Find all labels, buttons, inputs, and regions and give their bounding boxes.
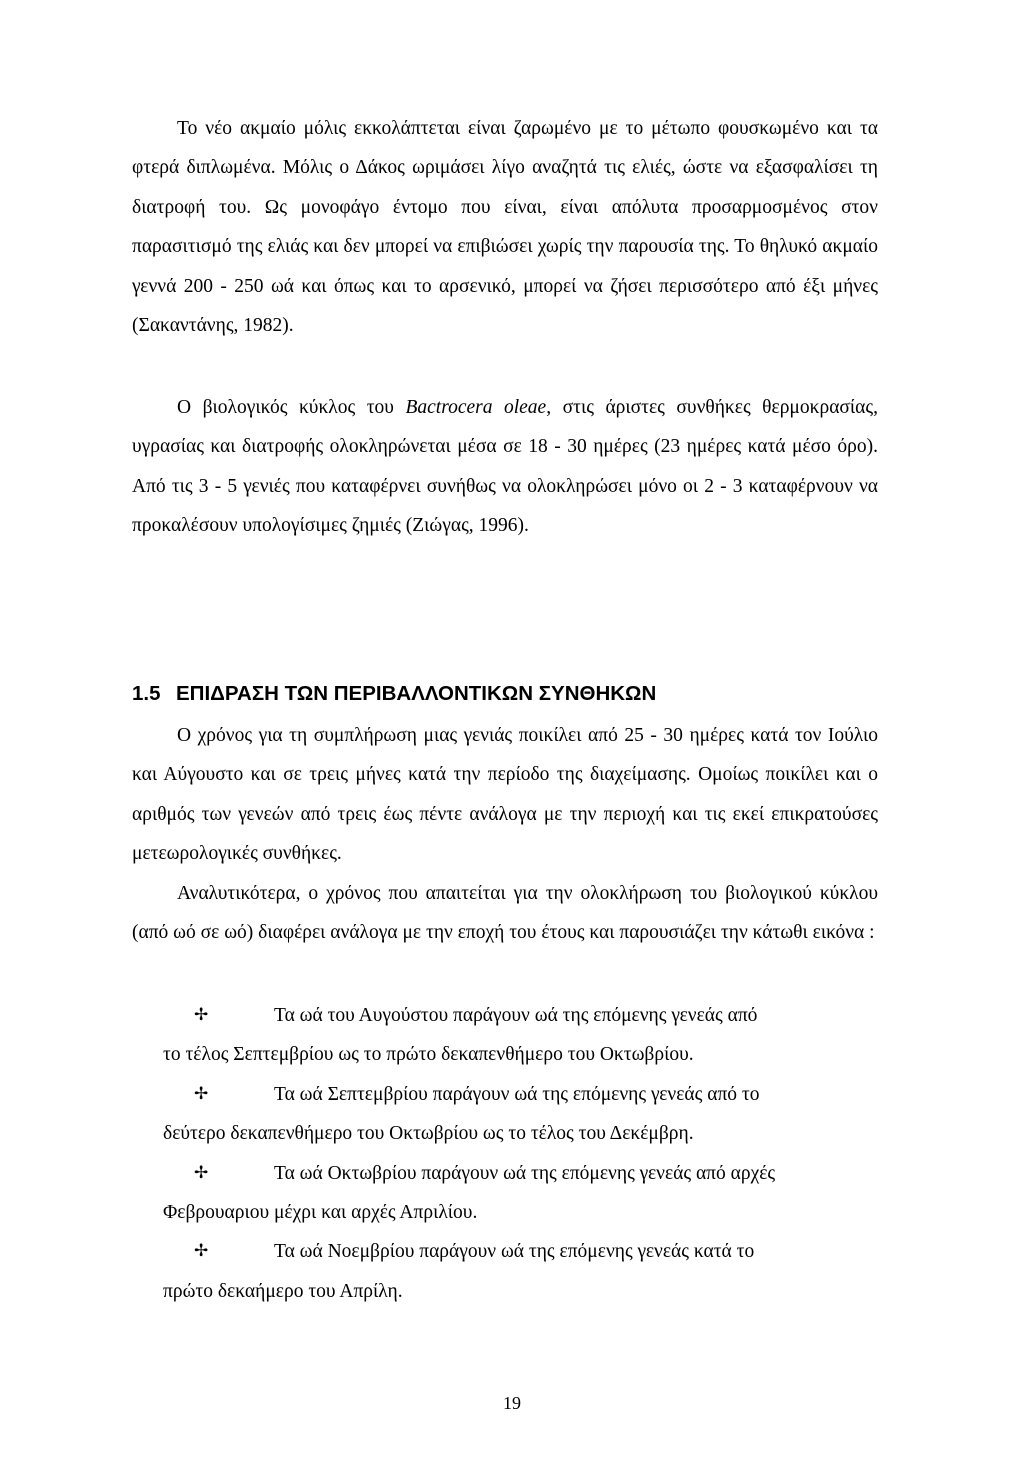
list-item (163, 1232, 878, 1311)
arrow-bullet-icon: ✢ (194, 1241, 209, 1262)
section-title: ΕΠΙΔΡΑΣΗ ΤΩΝ ΠΕΡΙΒΑΛΛΟΝΤΙΚΩΝ ΣΥΝΘΗΚΩΝ (176, 682, 657, 705)
paragraph-detailed-cycle: Αναλυτικότερα, ο χρόνος που απαιτείται για την ολοκλήρωση του βιολογικού κύκλου (από ωό σε ωό) διαφέρει ανάλογα με την εποχή του έτους και παρουσιάζει την κάτωθι εικόνα : (132, 882, 878, 944)
bullet-text-line2: το τέλος Σεπτεμβρίου ως το πρώτο δεκαπενθήμερο του Οκτωβρίου. (163, 1044, 694, 1066)
bullet-text-line2: πρώτο δεκαήμερο του Απρίλη. (163, 1280, 403, 1302)
page-number: 19 (503, 1393, 521, 1413)
life-cycle-text-end: στις άριστες συνθήκες θερμοκρασίας, υγρασίας και διατροφής ολοκληρώνεται μέσα σε 18 - 30 ημέρες (23 ημέρες κατά μέσο όρο). Από τις 3 - 5 γενιές που καταφέρνει συνήθως να ολοκληρώσει μόνο οι 2 - 3 καταφέρνουν να προκαλέσουν υπολογίσιμες ζημιές (Ζιώγας, 1996). (132, 397, 878, 537)
bullet-text-line2: δεύτερο δεκαπενθήμερο του Οκτωβρίου ως το τέλος του Δεκέμβρη. (163, 1123, 694, 1145)
bullet-text-line2: Φεβρουαριου μέχρι και αρχές Απριλίου. (163, 1202, 478, 1224)
arrow-bullet-icon: ✢ (194, 1162, 209, 1183)
bullet-text-line1: Τα ωά του Αυγούστου παράγουν ωά της επόμενης γενεάς από (274, 1005, 758, 1026)
arrow-bullet-icon: ✢ (194, 1083, 209, 1104)
list-item (163, 1075, 878, 1154)
species-name: Bactrocera oleae, (405, 397, 552, 418)
paragraph-generation-time: Ο χρόνος για τη συμπλήρωση μιας γενιάς ποικίλει από 25 - 30 ημέρες κατά τον Ιούλιο και Αύγουστο και σε τρεις μήνες κατά την περίοδο της διαχείμασης. Ομοίως ποικίλει και ο αριθμός των γενεών από τρεις έως πέντε ανάλογα με την περιοχή και τις εκεί επικρατούσες μετεωρολογικές συνθήκες. (132, 725, 878, 865)
list-item (163, 1154, 878, 1233)
section-number: 1.5 (132, 682, 161, 705)
bullet-list (163, 996, 878, 1311)
paragraph-adult-description: Το νέο ακμαίο μόλις εκκολάπτεται είναι ζαρωμένο με το μέτωπο φουσκωμένο και τα φτερά διπλωμένα. Μόλις ο Δάκος ωριμάσει λίγο αναζητά τις ελιές, ώστε να εξασφαλίσει τη διατροφή του. Ως μονοφάγο έντομο που είναι, είναι απόλυτα προσαρμοσμένος στον παρασιτισμό της ελιάς και δεν μπορεί να επιβιώσει χωρίς την παρουσία της. Το θηλυκό ακμαίο γεννά 200 - 250 ωά και όπως και το αρσενικό, μπορεί να ζήσει περισσότερο από έξι μήνες (Σακαντάνης, 1982). (132, 118, 878, 337)
life-cycle-text-start: Ο βιολογικός κύκλος του (177, 397, 406, 418)
paragraph-block-life-cycle (132, 388, 878, 546)
paragraph-block-environment (132, 716, 878, 952)
bullet-text-line1: Τα ωά Νοεμβρίου παράγουν ωά της επόμενης γενεάς κατά το (274, 1241, 755, 1263)
arrow-bullet-icon: ✢ (194, 1005, 209, 1025)
paragraph-life-cycle (132, 388, 878, 546)
list-item (163, 996, 878, 1075)
bullet-text-line1: Τα ωά Σεπτεμβρίου παράγουν ωά της επόμενης γενεάς από το (274, 1083, 760, 1105)
section-heading (132, 674, 878, 714)
paragraph-block-adult (132, 109, 878, 345)
bullet-text-line1: Τα ωά Οκτωβρίου παράγουν ωά της επόμενης γενεάς από αρχές (274, 1162, 776, 1184)
